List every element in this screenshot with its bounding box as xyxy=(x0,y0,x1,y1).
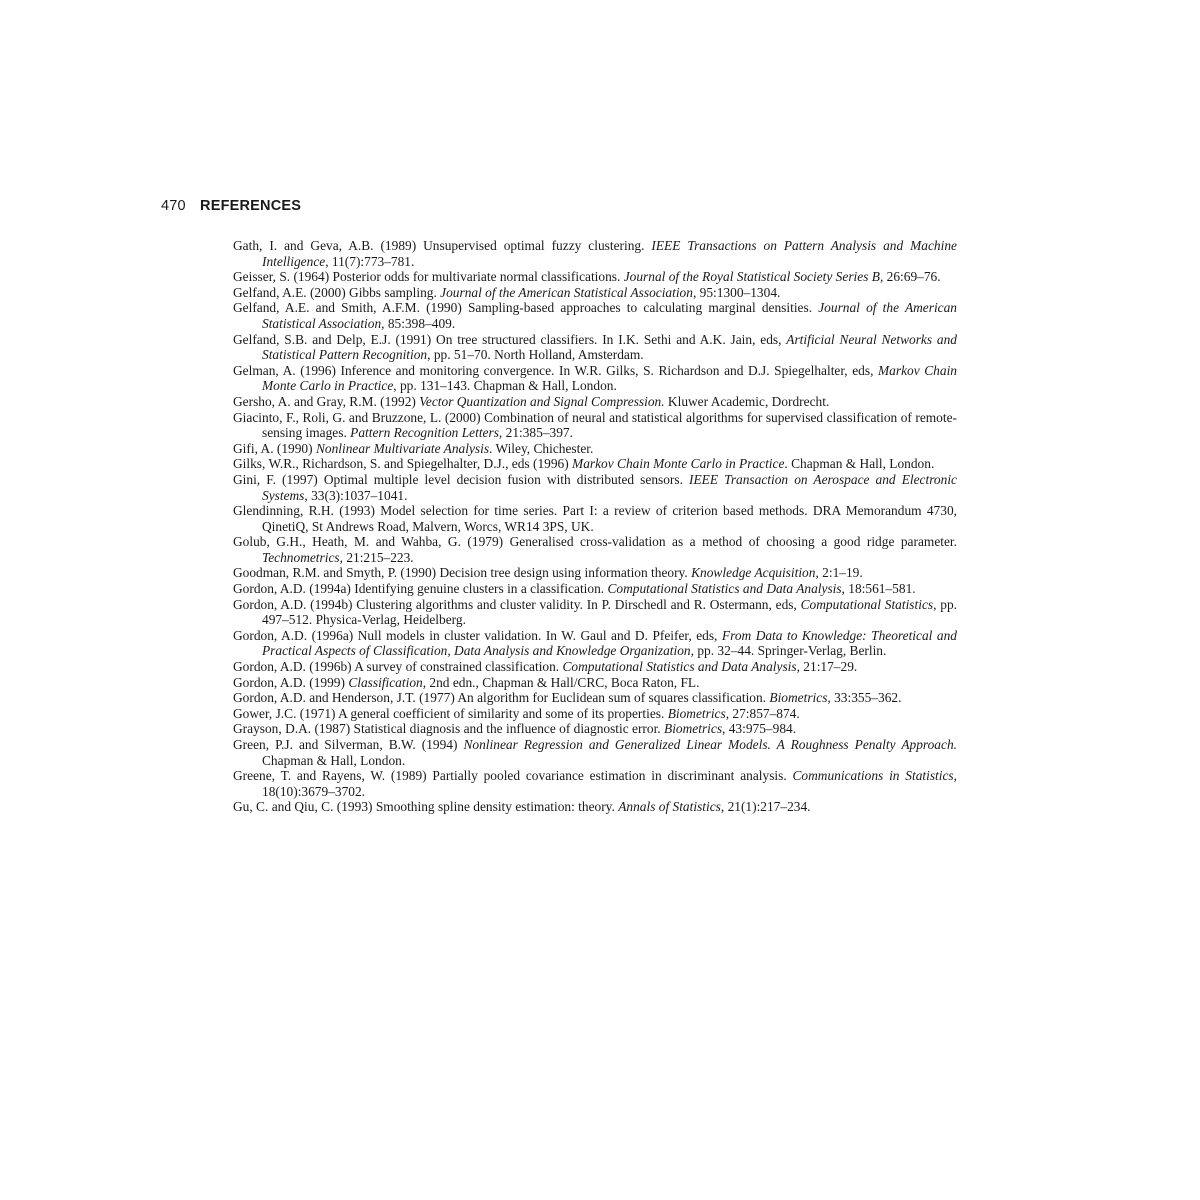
reference-entry: Green, P.J. and Silverman, B.W. (1994) Nonlinear Regression and Generalized Linear Models. A Roughness Penalty Approach. Chapman & Hall, London. xyxy=(233,737,957,768)
reference-entry: Gower, J.C. (1971) A general coefficient of similarity and some of its properties. Biometrics, 27:857–874. xyxy=(233,705,800,721)
page-number: 470 xyxy=(161,198,186,214)
reference-entry: Glendinning, R.H. (1993) Model selection for time series. Part I: a review of criterion based methods. DRA Memorandum 4730, QinetiQ, St Andrews Road, Malvern, Worcs, WR14 3PS, UK. xyxy=(233,503,957,534)
reference-entry: Gelfand, A.E. (2000) Gibbs sampling. Journal of the American Statistical Association, 95:1300–1304. xyxy=(233,284,781,300)
reference-entry: Gifi, A. (1990) Nonlinear Multivariate Analysis. Wiley, Chichester. xyxy=(233,440,594,456)
reference-list xyxy=(233,238,957,815)
reference-entry: Gersho, A. and Gray, R.M. (1992) Vector Quantization and Signal Compression. Kluwer Academic, Dordrecht. xyxy=(233,393,830,409)
reference-entry: Gordon, A.D. and Henderson, J.T. (1977) An algorithm for Euclidean sum of squares classification. Biometrics, 33:355–362. xyxy=(233,690,902,706)
reference-entry: Gordon, A.D. (1999) Classification, 2nd edn., Chapman & Hall/CRC, Boca Raton, FL. xyxy=(233,674,700,690)
reference-entry: Gilks, W.R., Richardson, S. and Spiegelhalter, D.J., eds (1996) Markov Chain Monte Carlo in Practice. Chapman & Hall, London. xyxy=(233,456,935,472)
section-title: REFERENCES xyxy=(200,198,302,214)
reference-entry: Gath, I. and Geva, A.B. (1989) Unsupervised optimal fuzzy clustering. IEEE Transactions on Pattern Analysis and Machine Intelligence, 11(7):773–781. xyxy=(233,238,957,269)
reference-entry: Gordon, A.D. (1994a) Identifying genuine clusters in a classification. Computational Statistics and Data Analysis, 18:561–581. xyxy=(233,581,916,597)
reference-entry: Gordon, A.D. (1996b) A survey of constrained classification. Computational Statistics and Data Analysis, 21:17–29. xyxy=(233,659,858,675)
reference-entry: Geisser, S. (1964) Posterior odds for multivariate normal classifications. Journal of the Royal Statistical Society Series B, 26:69–76. xyxy=(233,269,941,285)
reference-entry: Golub, G.H., Heath, M. and Wahba, G. (1979) Generalised cross-validation as a method of choosing a good ridge parameter. Technometrics, 21:215–223. xyxy=(233,534,957,565)
reference-entry: Gini, F. (1997) Optimal multiple level decision fusion with distributed sensors. IEEE Transaction on Aerospace and Electronic Systems, 33(3):1037–1041. xyxy=(233,471,957,503)
reference-entry: Gordon, A.D. (1996a) Null models in cluster validation. In W. Gaul and D. Pfeifer, eds, From Data to Knowledge: Theoretical and Practical Aspects of Classification, Data Analysis and Knowledge Organization, pp. 32–44. Springer-Verlag, Berlin. xyxy=(233,627,957,659)
page-header xyxy=(161,198,301,214)
reference-entry: Gelfand, A.E. and Smith, A.F.M. (1990) Sampling-based approaches to calculating marginal densities. Journal of the American Statistical Association, 85:398–409. xyxy=(233,300,958,331)
reference-entry: Gelfand, S.B. and Delp, E.J. (1991) On tree structured classifiers. In I.K. Sethi and A.K. Jain, eds, Artificial Neural Networks and Statistical Pattern Recognition, pp. 51–70. North Holland, Amsterdam. xyxy=(233,331,957,363)
reference-entry: Gelman, A. (1996) Inference and monitoring convergence. In W.R. Gilks, S. Richardson and D.J. Spiegelhalter, eds, Markov Chain Monte Carlo in Practice, pp. 131–143. Chapman & Hall, London. xyxy=(233,362,957,394)
reference-entry: Giacinto, F., Roli, G. and Bruzzone, L. (2000) Combination of neural and statistical algorithms for supervised classification of remote-sensing images. Pattern Recognition Letters, 21:385–397. xyxy=(233,409,957,441)
reference-entry: Greene, T. and Rayens, W. (1989) Partially pooled covariance estimation in discriminant analysis. Communications in Statistics, 18(10):3679–3702. xyxy=(233,768,958,799)
reference-entry: Gordon, A.D. (1994b) Clustering algorithms and cluster validity. In P. Dirschedl and R. Ostermann, eds, Computational Statistics, pp. 497–512. Physica-Verlag, Heidelberg. xyxy=(233,596,957,628)
reference-entry: Grayson, D.A. (1987) Statistical diagnosis and the influence of diagnostic error. Biometrics, 43:975–984. xyxy=(233,721,797,737)
reference-entry: Gu, C. and Qiu, C. (1993) Smoothing spline density estimation: theory. Annals of Statistics, 21(1):217–234. xyxy=(233,799,811,815)
reference-entry: Goodman, R.M. and Smyth, P. (1990) Decision tree design using information theory. Knowledge Acquisition, 2:1–19. xyxy=(233,565,863,581)
